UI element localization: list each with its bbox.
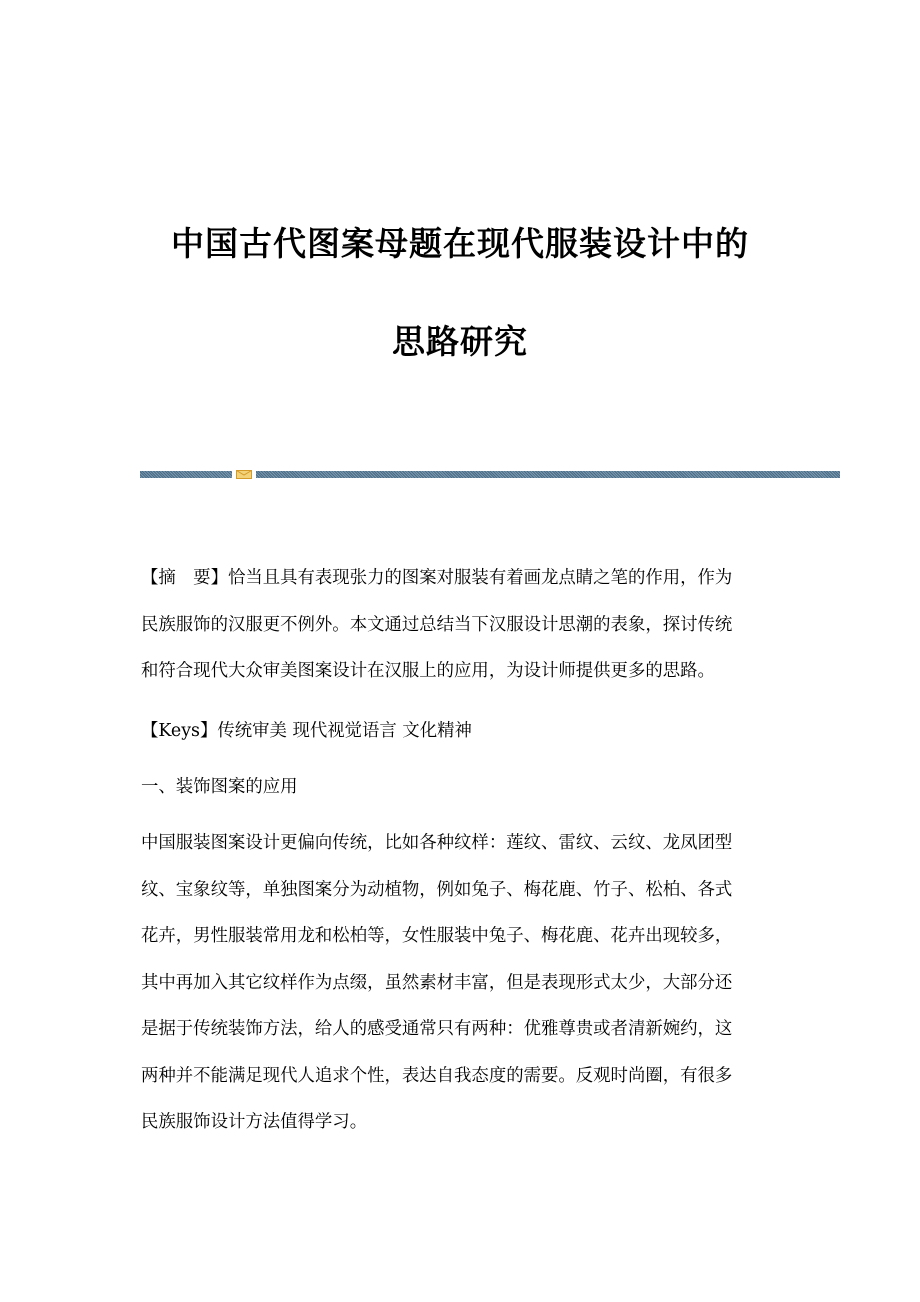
section-body-paragraph [141, 820, 781, 1146]
body-line: 花卉，男性服装常用龙和松柏等，女性服装中兔子、梅花鹿、花卉出现较多， [141, 926, 733, 946]
divider-bar-right [256, 471, 840, 478]
divider-bar-left [140, 471, 232, 478]
body-line: 是据于传统装饰方法，给人的感受通常只有两种：优雅尊贵或者清新婉约，这 [141, 1019, 733, 1039]
title-divider [140, 470, 840, 479]
abstract-line: 【摘 要】恰当且具有表现张力的图案对服装有着画龙点睛之笔的作用，作为 [141, 568, 733, 588]
paper-title-line-1: 中国古代图案母题在现代服装设计中的 [171, 224, 749, 263]
body-line: 民族服饰设计方法值得学习。 [141, 1112, 368, 1132]
body-line: 其中再加入其它纹样作为点缀，虽然素材丰富，但是表现形式太少，大部分还 [141, 972, 733, 993]
section-heading: 一、装饰图案的应用 [141, 777, 298, 797]
body-line: 两种并不能满足现代人追求个性，表达自我态度的需要。反观时尚圈，有很多 [141, 1065, 733, 1086]
envelope-ornament-icon [236, 470, 252, 479]
body-line: 中国服装图案设计更偏向传统，比如各种纹样：莲纹、雷纹、云纹、龙凤团型 [141, 833, 733, 853]
abstract-line: 民族服饰的汉服更不例外。本文通过总结当下汉服设计思潮的表象，探讨传统 [141, 614, 733, 635]
body-line: 纹、宝象纹等，单独图案分为动植物，例如兔子、梅花鹿、竹子、松柏、各式 [141, 879, 733, 900]
keywords-line: 【Keys】传统审美 现代视觉语言 文化精神 [141, 721, 472, 741]
paper-title-line-2: 思路研究 [392, 322, 528, 361]
abstract-paragraph [141, 555, 781, 695]
abstract-line: 和符合现代大众审美图案设计在汉服上的应用，为设计师提供更多的思路。 [141, 661, 715, 681]
